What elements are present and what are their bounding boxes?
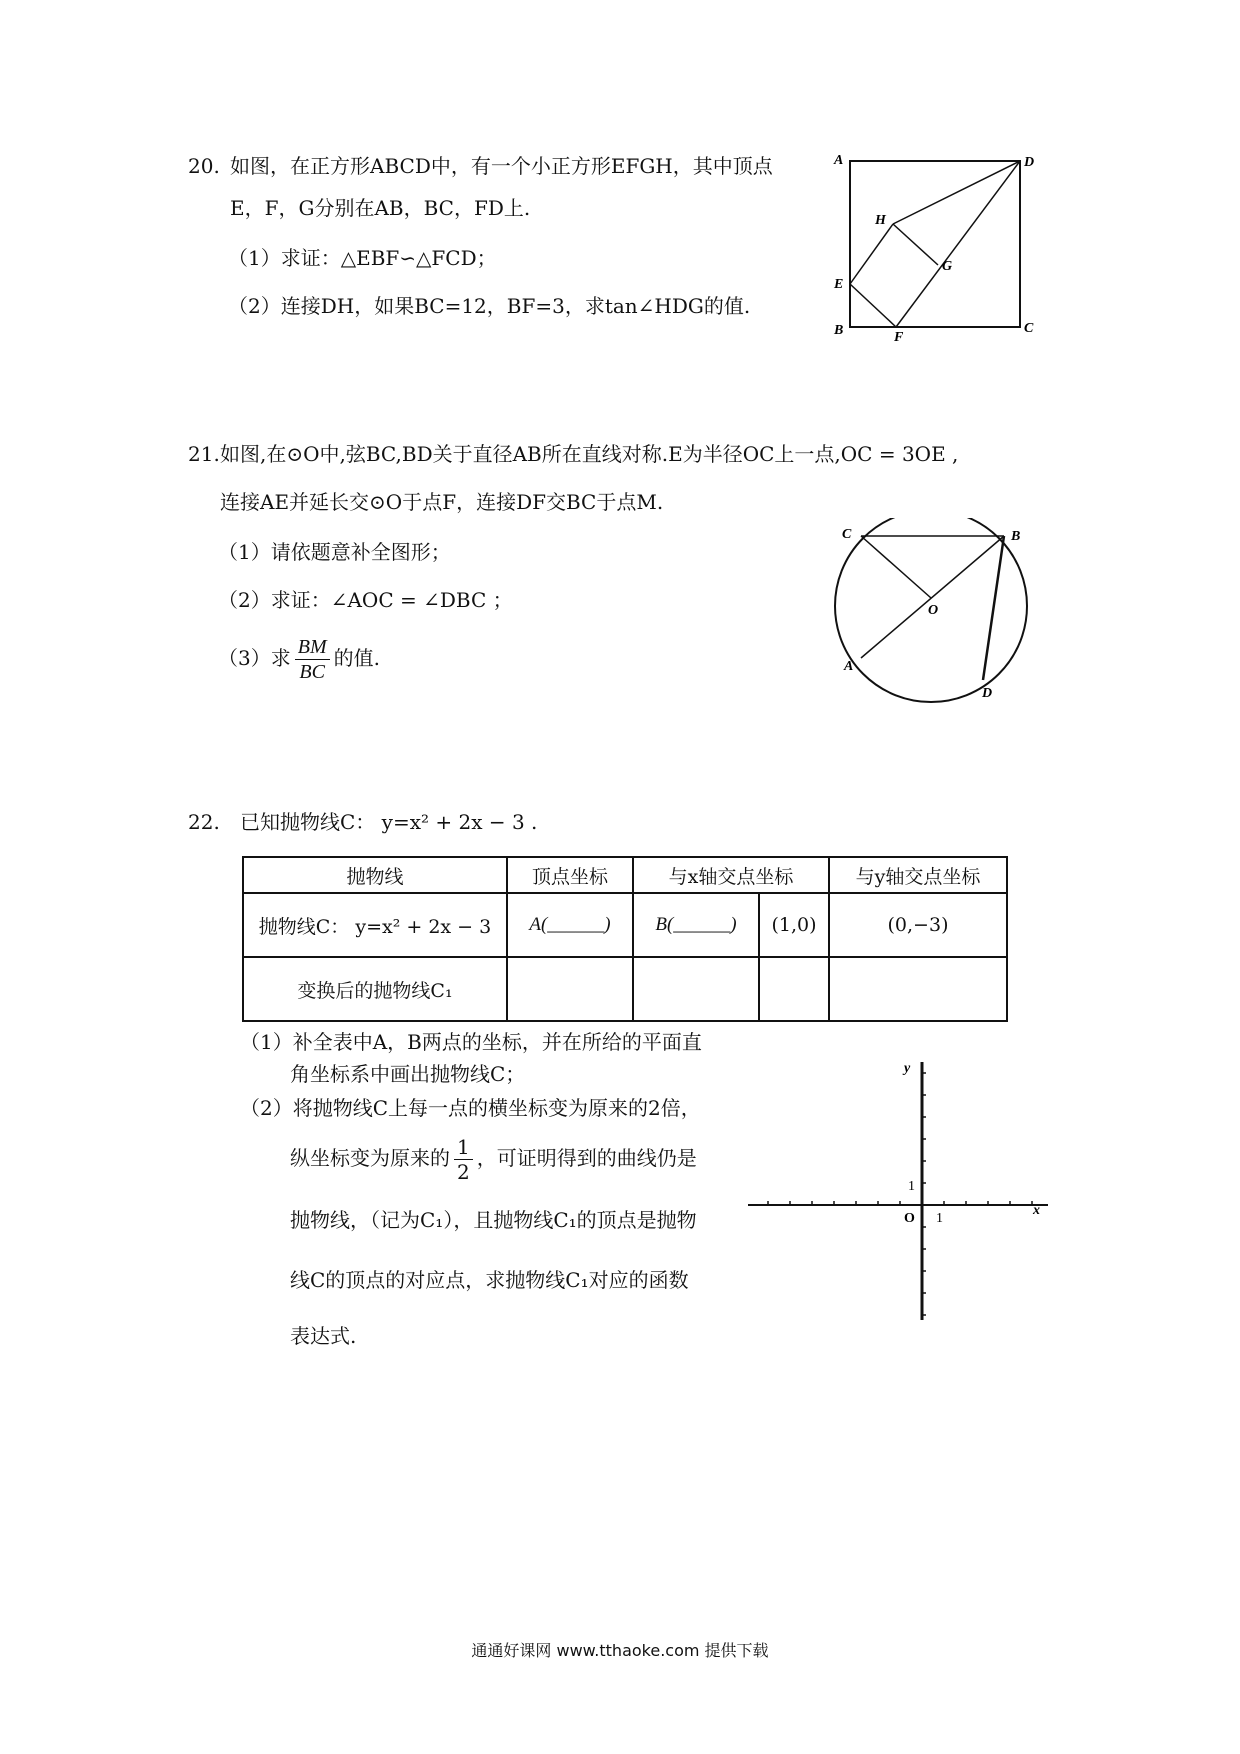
segment-eh bbox=[850, 224, 893, 284]
label-d: D bbox=[1024, 155, 1035, 170]
q22-intro: 已知抛物线C： y=x² + 2x − 3 . bbox=[240, 810, 538, 834]
footer-text: 通通好课网 www.tthaoke.com 提供下载 bbox=[471, 1641, 769, 1660]
q21-number: 21. bbox=[188, 442, 220, 466]
q22-part2-line2 bbox=[290, 1132, 697, 1184]
cell-y-intercept: (0,−3) bbox=[829, 893, 1007, 957]
fraction-denominator: 2 bbox=[457, 1160, 470, 1184]
label-f: F bbox=[894, 330, 904, 343]
segment-ef bbox=[850, 284, 896, 327]
cell-intercept-1-0: (1,0) bbox=[759, 893, 829, 957]
q20-number: 20. bbox=[188, 154, 220, 178]
q22-part2-line5: 表达式. bbox=[290, 1324, 357, 1348]
q21-ratio-num: BM bbox=[295, 635, 330, 660]
q22-part2-line2-prefix: 纵坐标变为原来的 bbox=[290, 1146, 450, 1170]
y-axis-label: y bbox=[904, 1061, 911, 1076]
q21-ratio bbox=[295, 635, 330, 684]
q21-ratio-den: BC bbox=[299, 661, 325, 683]
label-b: B bbox=[1011, 529, 1021, 544]
header-parabola: 抛物线 bbox=[243, 857, 507, 893]
x-unit-label: 1 bbox=[936, 1211, 943, 1226]
header-x-intercepts: 与x轴交点坐标 bbox=[633, 857, 829, 893]
q20-part2: （2）连接DH，如果BC=12，BF=3，求tan∠HDG的值. bbox=[228, 294, 751, 318]
q22-part1-line1: （1）补全表中A，B两点的坐标，并在所给的平面直 bbox=[240, 1030, 702, 1054]
q21-part1: （1）请依题意补全图形； bbox=[218, 540, 451, 564]
origin-label: O bbox=[904, 1211, 915, 1226]
table-header-row bbox=[243, 857, 1007, 893]
q22-part2-line4: 线C的顶点的对应点，求抛物线C₁对应的函数 bbox=[290, 1268, 689, 1292]
q22-table bbox=[242, 856, 1008, 1022]
segment-hd bbox=[893, 161, 1020, 224]
q22-part2-line1: （2）将抛物线C上每一点的横坐标变为原来的2倍， bbox=[240, 1096, 701, 1120]
q21-line1: 如图,在⊙O中,弦BC,BD关于直径AB所在直线对称.E为半径OC上一点,OC = 3OE , bbox=[220, 442, 959, 466]
x-axis-label: x bbox=[1033, 1203, 1040, 1218]
q21-part3-prefix: （3）求 bbox=[218, 646, 291, 670]
label-b: B bbox=[834, 323, 844, 338]
label-h: H bbox=[875, 213, 886, 228]
q20-line2: E，F，G分别在AB，BC，FD上. bbox=[230, 196, 531, 220]
outer-square bbox=[850, 161, 1020, 327]
q20-part1: （1）求证：△EBF∽△FCD； bbox=[228, 246, 497, 270]
header-vertex: 顶点坐标 bbox=[507, 857, 633, 893]
label-c: C bbox=[842, 527, 852, 542]
cell-vertex-a: A(______) bbox=[507, 893, 633, 957]
q22-part2-line2-suffix: ，可证明得到的曲线仍是 bbox=[476, 1146, 697, 1170]
label-o: O bbox=[928, 603, 939, 618]
y-unit-label: 1 bbox=[908, 1179, 915, 1194]
label-a: A bbox=[844, 659, 854, 674]
q22-half-fraction bbox=[454, 1135, 473, 1184]
q21-part3 bbox=[218, 632, 380, 684]
cell-intercept-b: B(______) bbox=[633, 893, 759, 957]
cell-c1-intercept-1 bbox=[633, 957, 759, 1021]
table-row bbox=[243, 957, 1007, 1021]
label-c: C bbox=[1024, 321, 1034, 336]
q22-coordinate-plane bbox=[748, 1050, 1058, 1320]
q21-part3-suffix: 的值. bbox=[333, 646, 380, 670]
q21-circle-figure bbox=[828, 518, 1048, 703]
q22-number: 22. bbox=[188, 810, 220, 834]
segment-hg bbox=[893, 224, 938, 265]
radius-oc bbox=[861, 536, 931, 598]
chord-bd bbox=[983, 536, 1004, 680]
cell-c1-intercept-2 bbox=[759, 957, 829, 1021]
header-y-intercept: 与y轴交点坐标 bbox=[829, 857, 1007, 893]
q21-part2: （2）求证：∠AOC = ∠DBC ； bbox=[218, 588, 513, 612]
cell-parabola-c: 抛物线C： y=x² + 2x − 3 bbox=[243, 893, 507, 957]
q22-part1-line2: 角坐标系中画出抛物线C； bbox=[290, 1062, 526, 1086]
label-a: A bbox=[834, 153, 844, 168]
cell-c1-vertex bbox=[507, 957, 633, 1021]
fraction-numerator: 1 bbox=[454, 1135, 473, 1160]
q20-square-figure bbox=[830, 148, 1060, 343]
q20-line1: 如图，在正方形ABCD中，有一个小正方形EFGH，其中顶点 bbox=[230, 154, 773, 178]
label-e: E bbox=[834, 277, 844, 292]
cell-c1-y-intercept bbox=[829, 957, 1007, 1021]
q21-line2: 连接AE并延长交⊙O于点F，连接DF交BC于点M. bbox=[220, 490, 664, 514]
cell-parabola-c1: 变换后的抛物线C₁ bbox=[243, 957, 507, 1021]
table-row bbox=[243, 893, 1007, 957]
label-d: D bbox=[982, 686, 993, 701]
q22-part2-line3: 抛物线，（记为C₁），且抛物线C₁的顶点是抛物 bbox=[290, 1208, 697, 1232]
label-g: G bbox=[942, 259, 953, 274]
